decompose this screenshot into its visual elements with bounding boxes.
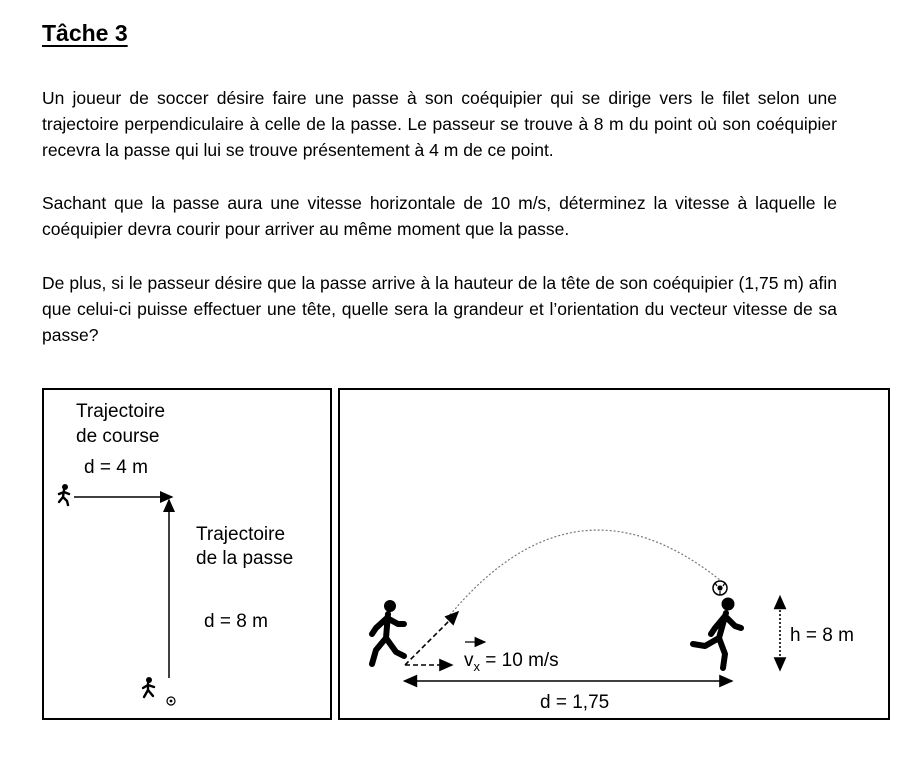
paragraph-context: Un joueur de soccer désire faire une passe à son coéquipier qui se dirige vers le filet selon une trajectoire perpendiculaire à celle de la passe. Le passeur se trouve à 8 m du point où son coéquipier recevra la passe qui lui se trouve présentement à 4 m de ce point. — [42, 88, 837, 160]
vx-symbol: v — [464, 650, 474, 671]
run-distance-label: d = 4 m — [84, 457, 148, 478]
vx-value: = 10 m/s — [485, 650, 559, 671]
side-view-drawing — [340, 390, 892, 722]
initial-velocity-vector — [405, 612, 458, 665]
run-label-line2: de course — [76, 426, 160, 447]
height-label: h = 8 m — [790, 625, 854, 646]
passer-icon — [143, 677, 154, 697]
ball-trajectory — [450, 530, 720, 615]
pass-distance-label: d = 8 m — [204, 611, 268, 632]
ball-icon — [167, 697, 175, 705]
soccer-ball-icon — [713, 581, 727, 595]
distance-label: d = 1,75 — [540, 692, 610, 713]
pass-label-line1: Trajectoire — [196, 524, 286, 545]
paragraph-question-speed: Sachant que la passe aura une vitesse horizontale de 10 m/s, déterminez la vitesse à laquelle le coéquipier devra courir pour arriver au même moment que la passe. — [42, 193, 837, 239]
side-view-diagram — [338, 388, 890, 720]
pass-label-line2: de la passe — [196, 548, 294, 569]
runner-icon — [59, 484, 69, 505]
top-view-diagram — [42, 388, 332, 720]
task-title: Tâche 3 — [42, 20, 128, 46]
paragraph-question-vector: De plus, si le passeur désire que la passe arrive à la hauteur de la tête de son coéquipier (1,75 m) afin que celui-ci puisse effectuer une tête, quelle sera la grandeur et l’orientation du vecteur vitesse de sa passe? — [42, 273, 837, 345]
vx-label — [464, 648, 559, 679]
passer-figure — [372, 600, 404, 664]
vx-subscript: x — [473, 658, 480, 674]
run-label-line1: Trajectoire — [76, 401, 166, 422]
receiver-figure — [693, 598, 741, 669]
